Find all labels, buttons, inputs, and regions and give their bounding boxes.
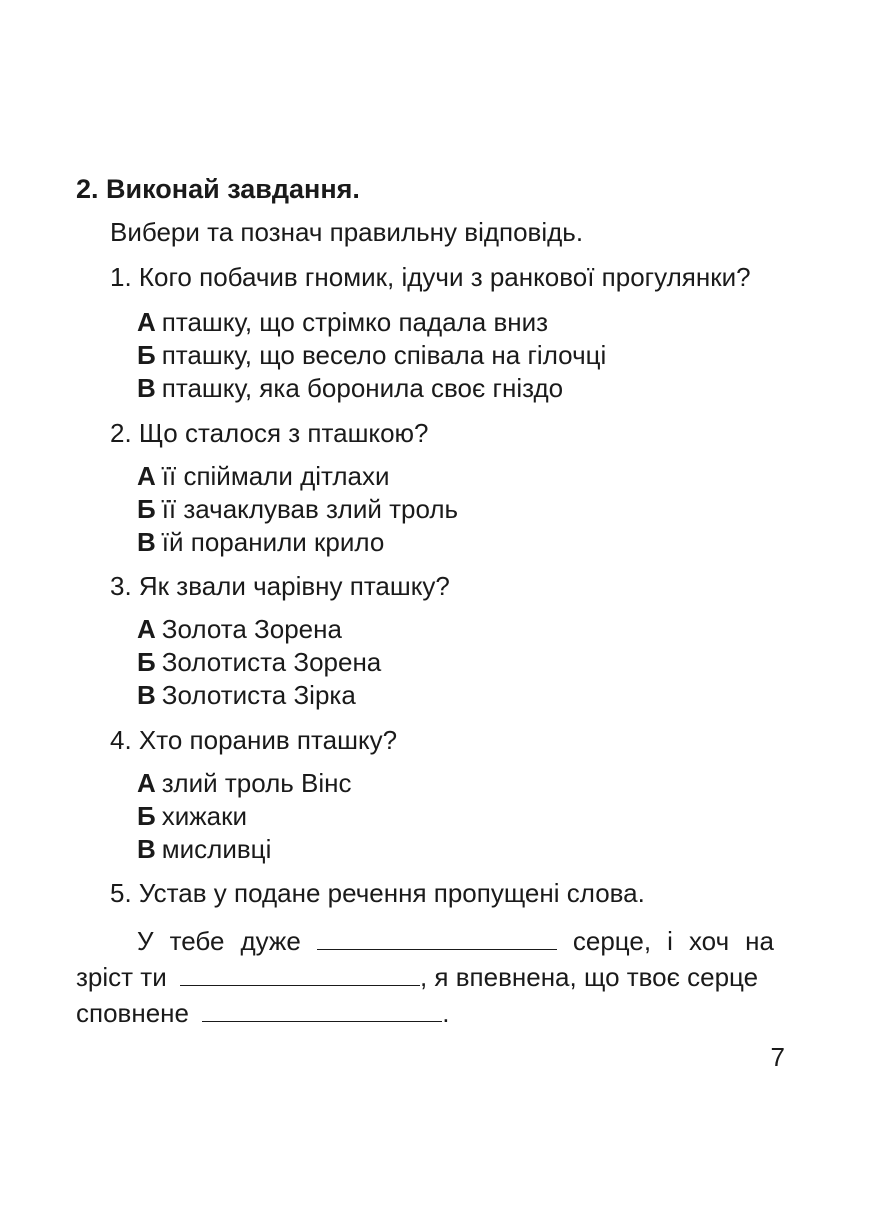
sentence-word: і <box>667 926 673 956</box>
answer-option[interactable] <box>137 680 356 711</box>
blank-input-1[interactable] <box>317 948 557 950</box>
question-1: 1. Кого побачив гномик, ідучи з ранкової прогулянки? <box>110 262 751 292</box>
option-text: Золотиста Зорена <box>161 647 382 677</box>
option-letter: Б <box>137 647 156 677</box>
option-letter: В <box>137 680 156 710</box>
option-letter: А <box>137 614 156 644</box>
option-text: пташку, яка боронила своє гніздо <box>161 373 564 403</box>
sentence-line-1 <box>137 926 774 957</box>
question-2: 2. Що сталося з пташкою? <box>110 418 429 448</box>
option-text: пташку, що весело співала на гілочці <box>161 340 607 370</box>
answer-option[interactable] <box>137 340 606 371</box>
question-4: 4. Хто поранив пташку? <box>110 725 398 755</box>
option-letter: Б <box>137 340 156 370</box>
sentence-word: хоч <box>688 926 730 956</box>
answer-option[interactable] <box>137 768 352 799</box>
sentence-text: . <box>442 998 450 1028</box>
sentence-line-2 <box>76 962 774 993</box>
answer-option[interactable] <box>137 461 390 492</box>
option-text: її зачаклував злий троль <box>161 494 459 524</box>
option-letter: Б <box>137 494 156 524</box>
sentence-word: У <box>137 926 154 956</box>
option-text: хижаки <box>161 801 247 831</box>
sentence-word: тебе <box>169 926 225 956</box>
option-text: їй поранили крило <box>161 527 385 557</box>
question-5: 5. Устав у подане речення пропущені слова. <box>110 878 645 908</box>
task-heading: 2. Виконай завдання. <box>76 174 360 204</box>
answer-option[interactable] <box>137 494 458 525</box>
answer-option[interactable] <box>137 307 548 338</box>
option-letter: В <box>137 373 156 403</box>
option-letter: В <box>137 527 156 557</box>
blank-input-2[interactable] <box>180 984 420 986</box>
option-letter: А <box>137 461 156 491</box>
option-text: її спіймали дітлахи <box>161 461 390 491</box>
option-letter: А <box>137 307 156 337</box>
answer-option[interactable] <box>137 614 342 645</box>
option-text: Золотиста Зірка <box>161 680 356 710</box>
option-text: Золота Зорена <box>161 614 342 644</box>
answer-option[interactable] <box>137 527 384 558</box>
blank-input-3[interactable] <box>202 1020 442 1022</box>
answer-option[interactable] <box>137 647 381 678</box>
option-text: злий троль Вінс <box>161 768 352 798</box>
sentence-text: , я впевнена, що твоє серце <box>419 962 759 992</box>
option-letter: Б <box>137 801 156 831</box>
answer-option[interactable] <box>137 373 563 404</box>
sentence-word: на <box>745 926 774 956</box>
option-text: мисливці <box>161 834 272 864</box>
sentence-text: сповнене <box>76 998 189 1028</box>
page-number: 7 <box>770 1042 785 1072</box>
sentence-word: дуже <box>240 926 301 956</box>
sentence-word: серце, <box>572 926 652 956</box>
task-instruction: Вибери та познач правильну відповідь. <box>110 217 584 247</box>
sentence-line-3 <box>76 998 774 1029</box>
option-letter: А <box>137 768 156 798</box>
sentence-text: зріст ти <box>76 962 167 992</box>
answer-option[interactable] <box>137 801 247 832</box>
option-letter: В <box>137 834 156 864</box>
option-text: пташку, що стрімко падала вниз <box>161 307 549 337</box>
answer-option[interactable] <box>137 834 271 865</box>
question-3: 3. Як звали чарівну пташку? <box>110 571 450 601</box>
